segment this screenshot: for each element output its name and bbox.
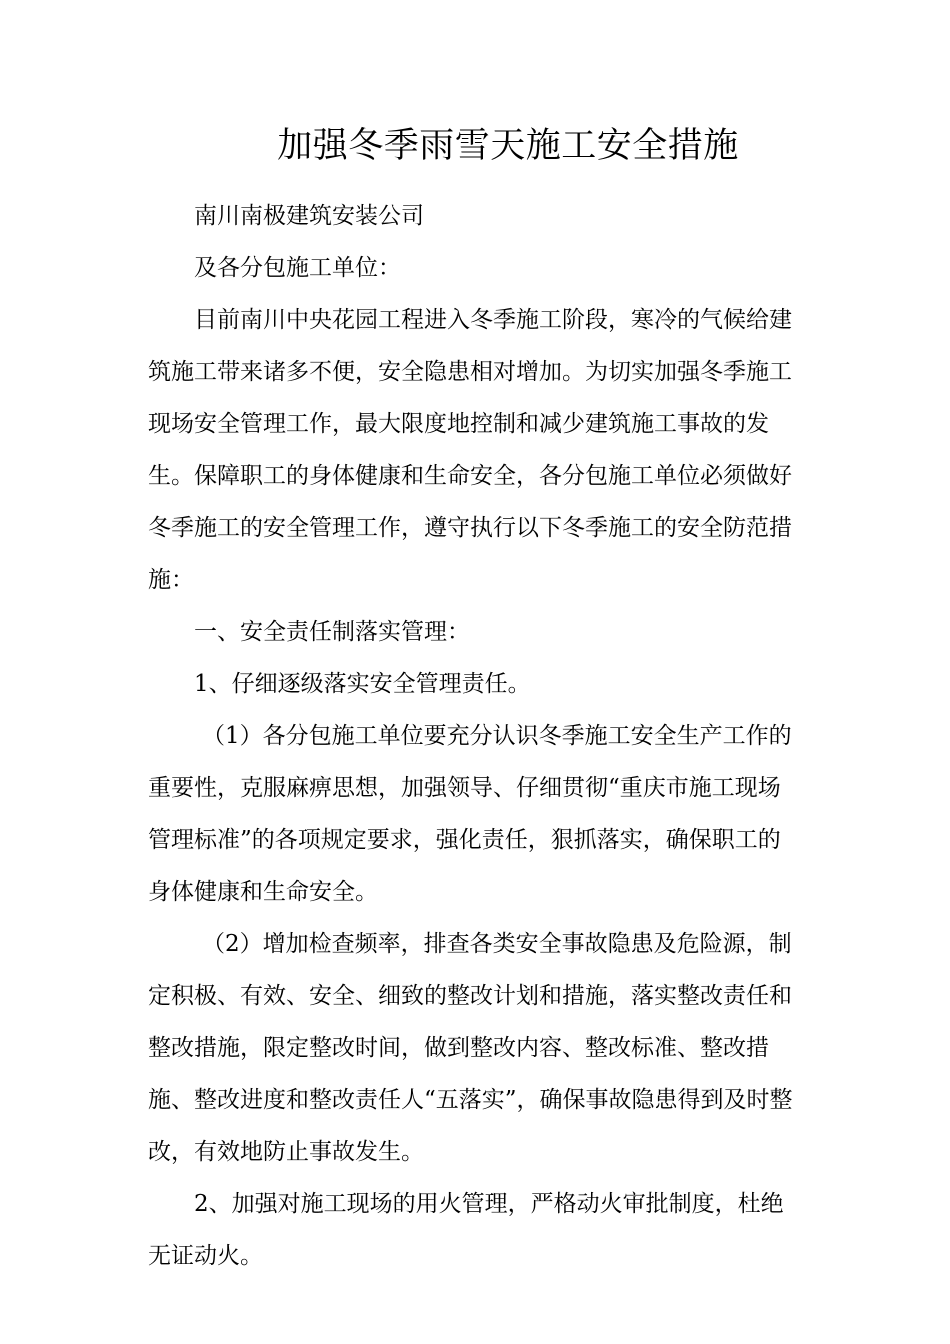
- section-1-heading: 一、安全责任制落实管理：: [194, 619, 470, 645]
- item-1-heading: 1、仔细逐级落实安全管理责任。: [194, 671, 531, 697]
- item-1-sub-1: （1）各分包施工单位要充分认识冬季施工安全生产工作的重要性，克服麻痹思想，加强领导、仔细贯彻“重庆市施工现场管理标准”的各项规定要求，强化责任，狠抓落实，确保职工的身体健康和生命安全。: [148, 723, 792, 905]
- addressee-line-2: 及各分包施工单位：: [194, 255, 401, 281]
- item-1-sub-2: （2）增加检查频率，排查各类安全事故隐患及危险源，制定积极、有效、安全、细致的整改计划和措施，落实整改责任和整改措施，限定整改时间，做到整改内容、整改标准、整改措施、整改进度和整改责任人“五落实”，确保事故隐患得到及时整改，有效地防止事故发生。: [148, 931, 793, 1165]
- intro-paragraph: 目前南川中央花园工程进入冬季施工阶段，寒冷的气候给建筑施工带来诸多不便，安全隐患相对增加。为切实加强冬季施工现场安全管理工作，最大限度地控制和减少建筑施工事故的发生。保障职工的身体健康和生命安全，各分包施工单位必须做好冬季施工的安全管理工作，遵守执行以下冬季施工的安全防范措施：: [148, 307, 792, 593]
- document-title: 加强冬季雨雪天施工安全措施: [277, 126, 739, 166]
- item-2-paragraph: 2、加强对施工现场的用火管理，严格动火审批制度，杜绝无证动火。: [148, 1191, 784, 1269]
- addressee-line-1: 南川南极建筑安装公司: [194, 203, 424, 229]
- document-body: [148, 190, 798, 1282]
